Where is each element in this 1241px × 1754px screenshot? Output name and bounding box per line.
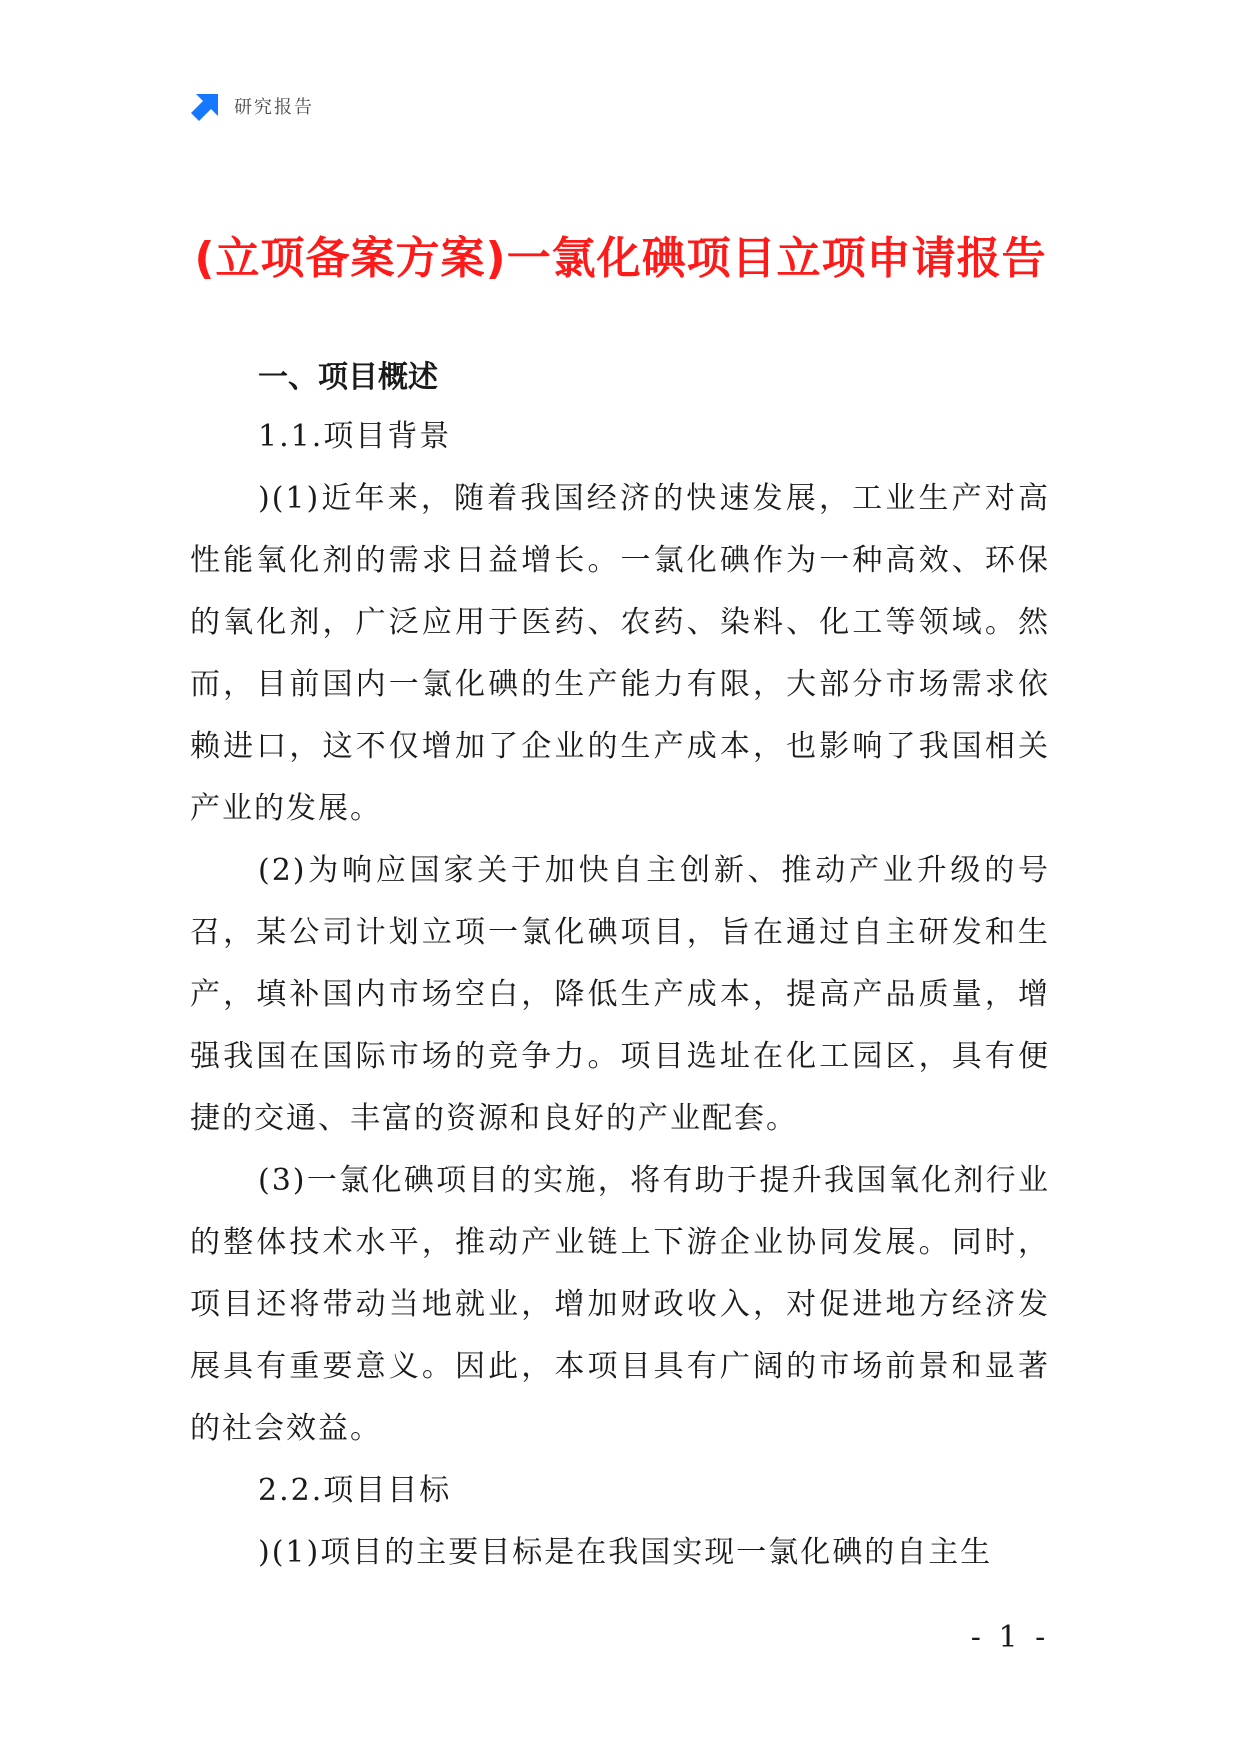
subsection-heading-goals: 2.2.项目目标 xyxy=(258,1473,452,1508)
section-heading-overview: 一、项目概述 xyxy=(258,360,438,395)
subsection-heading-background: 1.1.项目背景 xyxy=(258,419,452,454)
paragraph-background-2: (2)为响应国家关于加快自主创新、推动产业升级的号召，某公司计划立项一氯化碘项目，旨在通过自主研发和生产，填补国内市场空白，降低生产成本，提高产品质量，增强我国在国际市场的竞争力。项目选址在化工园区，具有便捷的交通、丰富的资源和良好的产业配套。 xyxy=(190,853,1050,1136)
document-body xyxy=(190,350,1050,1584)
page-number: - 1 - xyxy=(970,1620,1050,1655)
arrow-up-right-icon xyxy=(190,90,222,122)
document-title: (立项备案方案)一氯化碘项目立项申请报告 xyxy=(194,233,1047,284)
paragraph-background-3: (3)一氯化碘项目的实施，将有助于提升我国氧化剂行业的整体技术水平，推动产业链上下游企业协同发展。同时，项目还将带动当地就业，增加财政收入，对促进地方经济发展具有重要意义。因此，本项目具有广阔的市场前景和显著的社会效益。 xyxy=(190,1163,1050,1446)
page-header xyxy=(190,88,314,124)
paragraph-goals-1: )(1)项目的主要目标是在我国实现一氯化碘的自主生 xyxy=(258,1535,993,1570)
header-label: 研究报告 xyxy=(234,97,314,118)
paragraph-background-1: )(1)近年来，随着我国经济的快速发展，工业生产对高性能氧化剂的需求日益增长。一氯化碘作为一种高效、环保的氧化剂，广泛应用于医药、农药、染料、化工等领域。然而，目前国内一氯化碘的生产能力有限，大部分市场需求依赖进口，这不仅增加了企业的生产成本，也影响了我国相关产业的发展。 xyxy=(190,481,1050,826)
